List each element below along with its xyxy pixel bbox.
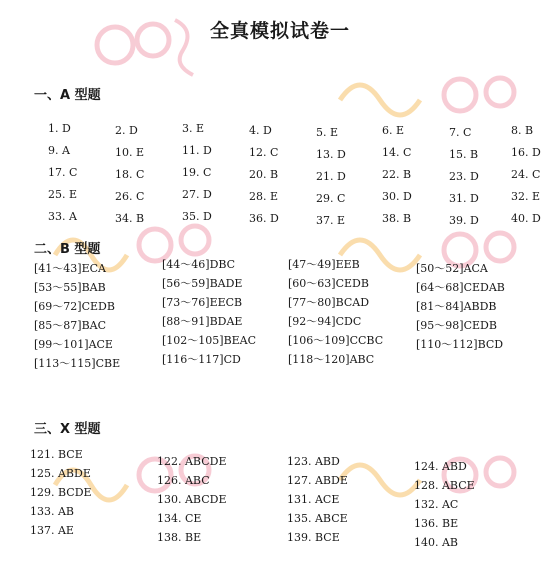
b-answer-item: [44～46]DBC: [162, 258, 236, 271]
a-answer-item: 1. D: [48, 122, 71, 135]
x-answer-item: 131. ACE: [287, 493, 340, 506]
watermark-logo-icon: [330, 60, 530, 140]
x-answer-item: 139. BCE: [287, 531, 340, 544]
a-answer-item: 30. D: [382, 190, 412, 203]
b-answer-item: [92～94]CDC: [288, 315, 362, 328]
a-answer-item: 23. D: [449, 170, 479, 183]
b-answer-item: [118～120]ABC: [288, 353, 375, 366]
a-answer-item: 11. D: [182, 144, 212, 157]
a-answer-item: 29. C: [316, 192, 346, 205]
a-answer-item: 17. C: [48, 166, 78, 179]
b-answer-item: [113～115]CBE: [34, 357, 121, 370]
a-answer-item: 12. C: [249, 146, 279, 159]
a-answer-item: 3. E: [182, 122, 205, 135]
b-answer-item: [95～98]CEDB: [416, 319, 497, 332]
x-answer-item: 127. ABDE: [287, 474, 348, 487]
b-answer-item: [77～80]BCAD: [288, 296, 370, 309]
page-title: 全真模拟试卷一: [209, 20, 350, 42]
b-answer-item: [99～101]ACE: [34, 338, 113, 351]
b-answer-item: [50～52]ACA: [416, 262, 488, 275]
b-answer-item: [102～105]BEAC: [162, 334, 257, 347]
b-answer-item: [56～59]BADE: [162, 277, 243, 290]
a-answer-item: 9. A: [48, 144, 70, 157]
a-answer-item: 31. D: [449, 192, 479, 205]
a-answer-item: 22. B: [382, 168, 412, 181]
a-answer-item: 10. E: [115, 146, 145, 159]
b-answer-item: [88～91]BDAE: [162, 315, 243, 328]
a-answer-item: 39. D: [449, 214, 479, 227]
b-answer-item: [53～55]BAB: [34, 281, 106, 294]
x-answer-item: 135. ABCE: [287, 512, 348, 525]
a-answer-item: 18. C: [115, 168, 145, 181]
a-answer-item: 36. D: [249, 212, 279, 225]
a-answer-item: 25. E: [48, 188, 78, 201]
x-answer-item: 134. CE: [157, 512, 202, 525]
a-answer-item: 35. D: [182, 210, 212, 223]
b-answer-item: [69～72]CEDB: [34, 300, 115, 313]
x-answer-item: 136. BE: [414, 517, 459, 530]
x-answer-item: 129. BCDE: [30, 486, 92, 499]
a-answer-item: 40. D: [511, 212, 541, 225]
x-answer-item: 128. ABCE: [414, 479, 475, 492]
a-answer-item: 38. B: [382, 212, 412, 225]
b-answer-item: [64～68]CEDAB: [416, 281, 505, 294]
a-answer-item: 21. D: [316, 170, 346, 183]
a-answer-item: 27. D: [182, 188, 212, 201]
b-answer-item: [60～63]CEDB: [288, 277, 369, 290]
a-answer-item: 26. C: [115, 190, 145, 203]
a-answer-item: 20. B: [249, 168, 279, 181]
a-answer-item: 8. B: [511, 124, 534, 137]
section-heading-b: 二、B 型题: [34, 242, 101, 257]
b-answer-item: [106～109]CCBC: [288, 334, 384, 347]
a-answer-item: 15. B: [449, 148, 479, 161]
b-answer-item: [73～76]EECB: [162, 296, 243, 309]
b-answer-item: [81～84]ABDB: [416, 300, 497, 313]
a-answer-item: 32. E: [511, 190, 541, 203]
a-answer-item: 34. B: [115, 212, 145, 225]
x-answer-item: 138. BE: [157, 531, 202, 544]
a-answer-item: 33. A: [48, 210, 77, 223]
x-answer-item: 122. ABCDE: [157, 455, 227, 468]
x-answer-item: 126. ABC: [157, 474, 210, 487]
a-answer-item: 16. D: [511, 146, 541, 159]
x-answer-item: 133. AB: [30, 505, 75, 518]
x-answer-item: 123. ABD: [287, 455, 340, 468]
a-answer-item: 2. D: [115, 124, 138, 137]
x-answer-item: 137. AE: [30, 524, 74, 537]
x-answer-item: 124. ABD: [414, 460, 467, 473]
a-answer-item: 24. C: [511, 168, 541, 181]
a-answer-item: 14. C: [382, 146, 412, 159]
x-answer-item: 121. BCE: [30, 448, 83, 461]
a-answer-item: 7. C: [449, 126, 472, 139]
a-answer-item: 37. E: [316, 214, 346, 227]
a-answer-item: 13. D: [316, 148, 346, 161]
b-answer-item: [85～87]BAC: [34, 319, 107, 332]
a-answer-item: 4. D: [249, 124, 272, 137]
section-heading-x: 三、X 型题: [34, 422, 101, 437]
b-answer-item: [47～49]EEB: [288, 258, 360, 271]
a-answer-item: 5. E: [316, 126, 339, 139]
b-answer-item: [110～112]BCD: [416, 338, 504, 351]
x-answer-item: 140. AB: [414, 536, 459, 549]
a-answer-item: 6. E: [382, 124, 405, 137]
b-answer-item: [116～117]CD: [162, 353, 241, 366]
b-answer-item: [41～43]ECA: [34, 262, 106, 275]
x-answer-item: 132. AC: [414, 498, 459, 511]
x-answer-item: 130. ABCDE: [157, 493, 227, 506]
section-heading-a: 一、A 型题: [34, 88, 101, 103]
x-answer-item: 125. ABDE: [30, 467, 91, 480]
a-answer-item: 19. C: [182, 166, 212, 179]
a-answer-item: 28. E: [249, 190, 279, 203]
